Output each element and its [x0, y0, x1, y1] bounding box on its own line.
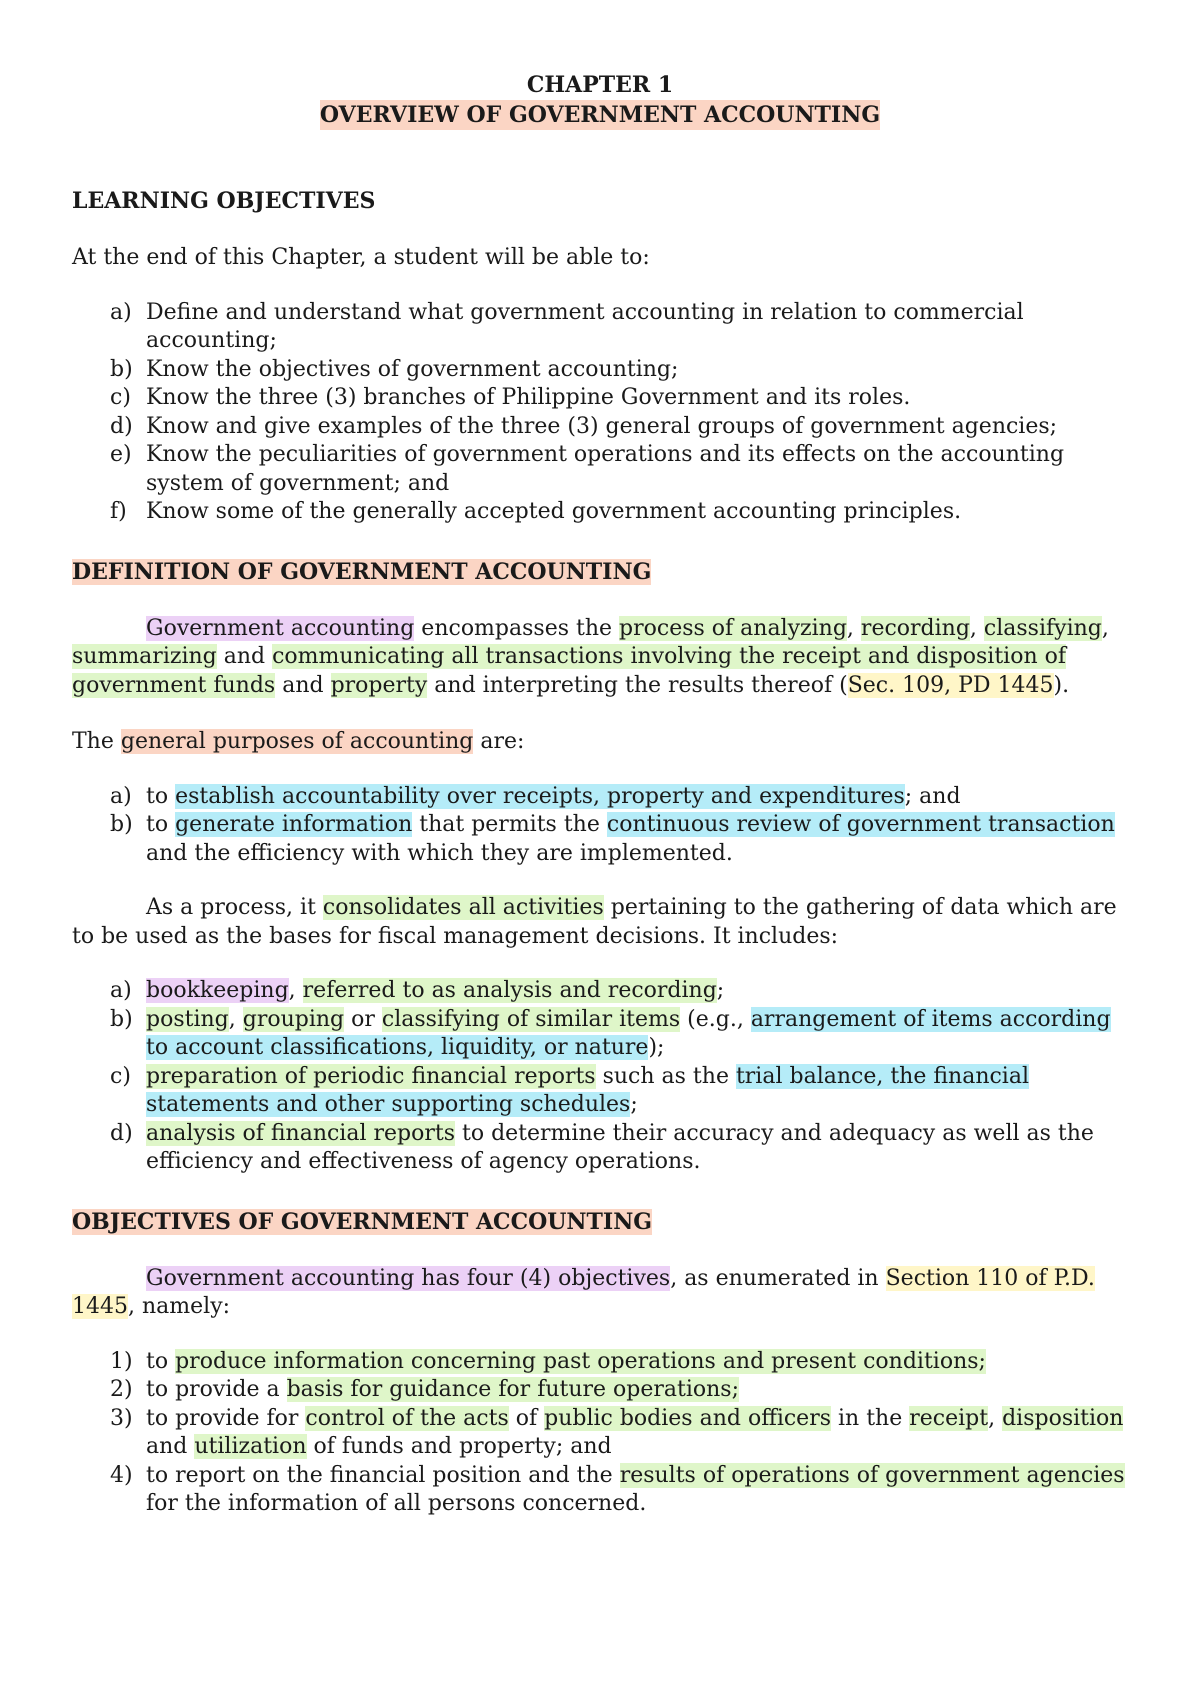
text-run: ,	[969, 615, 984, 641]
list-item: 1) to produce information concerning past operations and present conditions;	[110, 1348, 986, 1374]
highlighted-text: grouping	[242, 1006, 345, 1032]
definition-paragraph	[72, 615, 1128, 701]
highlighted-text: public bodies and officers	[544, 1405, 832, 1431]
text-run: ,	[846, 615, 861, 641]
text-run: and	[275, 672, 331, 698]
highlighted-text: Section 110 of P.D. 1445	[72, 1265, 1095, 1319]
purposes-list	[72, 783, 1128, 869]
list-item: c) preparation of periodic financial reports such as the trial balance, the financial statements and other supporting schedules;	[110, 1063, 1029, 1117]
includes-list	[72, 977, 1128, 1177]
list-item: f) Know some of the generally accepted government accounting principles.	[110, 499, 962, 524]
text-run: and	[146, 1434, 195, 1459]
highlighted-text: establish accountability over receipts, property and expenditures	[175, 783, 905, 809]
highlighted-text: disposition	[1002, 1405, 1124, 1431]
highlighted-text: arrangement of items according to account classifications, liquidity, or nature	[146, 1006, 1111, 1060]
text-run: and	[216, 644, 273, 669]
text-run: to	[146, 1348, 176, 1374]
text-run: of funds and property; and	[306, 1434, 612, 1459]
text-run: ).	[1053, 672, 1070, 698]
highlighted-text: results of operations of government agencies	[619, 1462, 1125, 1488]
highlighted-text: Sec. 109, PD 1445	[847, 672, 1054, 698]
objectives-heading: OBJECTIVES OF GOVERNMENT ACCOUNTING	[72, 1208, 653, 1235]
highlighted-text: summarizing	[72, 644, 217, 669]
list-item: d) Know and give examples of the three (3) general groups of government agencies;	[110, 413, 1058, 439]
text-run: and interpreting the results thereof (	[427, 672, 848, 698]
text-run: to determine their accuracy and adequacy as well as the efficiency and effectiveness of agency operations.	[146, 1120, 1094, 1174]
objectives-paragraph	[72, 1265, 1128, 1322]
highlighted-text: bookkeeping	[146, 978, 289, 1003]
highlighted-text: referred to as analysis and recording	[302, 978, 717, 1003]
purposes-intro	[72, 728, 1128, 757]
highlighted-text: continuous review of government transaction	[606, 812, 1115, 837]
list-item: e) Know the peculiarities of government operations and its effects on the accounting system of government; and	[110, 442, 1065, 496]
text-run: , namely:	[128, 1294, 231, 1319]
text-run: ; and	[904, 783, 961, 809]
highlighted-text: general purposes of accounting	[120, 729, 474, 754]
highlighted-text: consolidates all activities	[322, 895, 604, 920]
list-item: a) Define and understand what government accounting in relation to commercial accounting;	[110, 299, 1024, 353]
text-run: of	[508, 1405, 545, 1431]
text-run: ;	[716, 978, 725, 1003]
list-item: d) analysis of financial reports to determine their accuracy and adequacy as well as the efficiency and effectiveness of agency operations.	[110, 1120, 1094, 1174]
text-run: such as the	[595, 1063, 736, 1089]
highlighted-text: Government accounting has four (4) objectives	[146, 1265, 671, 1291]
highlighted-text: classifying of similar items	[381, 1006, 681, 1032]
text-run: and the efficiency with which they are implemented.	[146, 840, 733, 866]
text-run: ,	[288, 978, 303, 1003]
highlighted-text: communicating all transactions involving the receipt and disposition of government funds	[72, 644, 1067, 698]
text-run: for the information of all persons concerned.	[146, 1491, 647, 1516]
chapter-number: CHAPTER 1	[526, 72, 674, 98]
text-run: are:	[473, 729, 525, 754]
highlighted-text: analysis of financial reports	[146, 1120, 455, 1146]
list-item: a) to establish accountability over receipts, property and expenditures; and	[110, 783, 961, 809]
highlighted-text: trial balance, the financial statements and other supporting schedules	[146, 1063, 1029, 1117]
text-run: The	[72, 729, 121, 754]
highlighted-text: Government accounting	[146, 615, 415, 641]
highlighted-text: control of the acts	[305, 1405, 509, 1431]
text-run: , as enumerated in	[670, 1265, 886, 1291]
highlighted-text: preparation of periodic financial reports	[146, 1063, 596, 1089]
text-run: to	[146, 812, 176, 837]
list-item: c) Know the three (3) branches of Philippine Government and its roles.	[110, 385, 911, 410]
text-run: pertaining to the gathering of data which are to be used as the bases for fiscal management decisions. It includes:	[72, 895, 1117, 949]
text-run: to report on the financial position and the	[146, 1462, 620, 1488]
text-run: ,	[228, 1006, 243, 1032]
text-run: in the	[831, 1405, 910, 1431]
highlighted-text: basis for guidance for future operations;	[286, 1377, 740, 1402]
text-run: ,	[1101, 615, 1109, 641]
definition-heading: DEFINITION OF GOVERNMENT ACCOUNTING	[72, 558, 652, 585]
text-run: to provide for	[146, 1405, 306, 1431]
chapter-title: OVERVIEW OF GOVERNMENT ACCOUNTING	[319, 102, 881, 128]
text-run: to	[146, 783, 176, 809]
highlighted-text: classifying	[983, 615, 1102, 641]
objectives-list	[72, 1348, 1128, 1519]
chapter-header	[72, 70, 1128, 130]
highlighted-text: receipt	[909, 1405, 989, 1431]
list-item: b) to generate information that permits the continuous review of government transaction and the efficiency with which they are implemented.	[110, 812, 1115, 866]
text-run: that permits the	[412, 812, 607, 837]
highlighted-text: generate information	[175, 812, 413, 837]
text-run: or	[344, 1006, 382, 1032]
list-item: b) posting, grouping or classifying of similar items (e.g., arrangement of items according to account classifications, liquidity, or nature);	[110, 1006, 1111, 1060]
highlighted-text: process of analyzing	[619, 615, 847, 641]
text-run: As a process, it	[146, 895, 323, 920]
text-run: encompasses the	[414, 615, 620, 641]
text-run: ;	[630, 1092, 638, 1117]
text-run: (e.g.,	[680, 1006, 751, 1032]
highlighted-text: posting	[146, 1006, 229, 1032]
learning-intro: At the end of this Chapter, a student will be able to:	[72, 245, 650, 270]
list-item: 4) to report on the financial position and the results of operations of government agencies for the information of all persons concerned.	[110, 1462, 1125, 1516]
text-run: to provide a	[146, 1377, 287, 1402]
learning-objectives-heading: LEARNING OBJECTIVES	[72, 188, 376, 214]
text-run: ,	[988, 1405, 1003, 1431]
list-item: 2) to provide a basis for guidance for future operations;	[110, 1377, 740, 1402]
learning-objectives-list	[72, 299, 1128, 527]
highlighted-text: recording	[860, 615, 970, 641]
list-item: a) bookkeeping, referred to as analysis and recording;	[110, 978, 725, 1003]
process-paragraph	[72, 894, 1128, 951]
highlighted-text: produce information concerning past operations and present conditions;	[175, 1348, 986, 1374]
highlighted-text: utilization	[194, 1434, 307, 1459]
list-item: 3) to provide for control of the acts of public bodies and officers in the receipt, disposition and utilization of funds and property; and	[110, 1405, 1124, 1459]
text-run: );	[648, 1035, 665, 1060]
highlighted-text: property	[330, 672, 428, 698]
list-item: b) Know the objectives of government accounting;	[110, 356, 679, 382]
